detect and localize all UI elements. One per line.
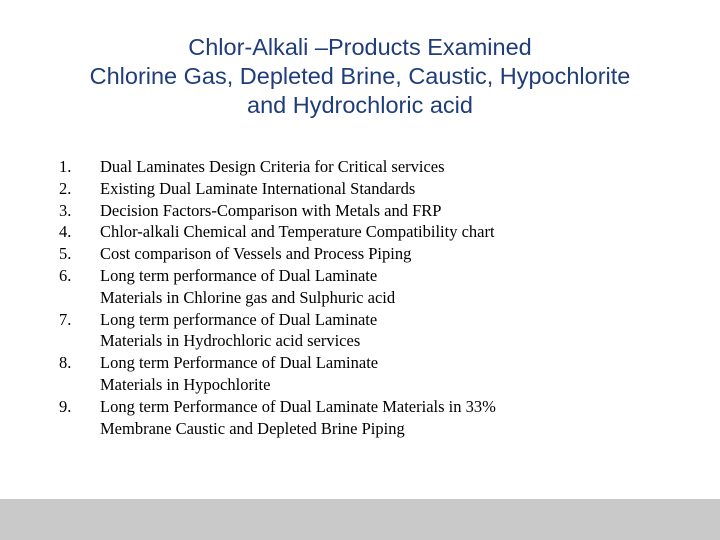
list-item-text: Long term Performance of Dual Laminate Materials in 33% (100, 396, 496, 416)
footer-bar (0, 499, 720, 540)
list-item-text: Long term performance of Dual Laminate (100, 309, 378, 329)
list-item (0, 221, 720, 243)
list-item (0, 178, 720, 200)
list-item (0, 309, 720, 353)
list-item-text: Existing Dual Laminate International Standards (100, 178, 416, 198)
list-item-text-continued: Materials in Chlorine gas and Sulphuric acid (100, 287, 396, 307)
list-item-number: 7. (59, 309, 72, 329)
list-item-number: 8. (59, 353, 72, 373)
list-item (0, 156, 720, 178)
list-item-text: Chlor-alkali Chemical and Temperature Compatibility chart (100, 222, 495, 242)
title-line-1: Chlor-Alkali –Products Examined (188, 34, 532, 60)
list-item-number: 4. (59, 222, 72, 242)
list-item-text-continued: Membrane Caustic and Depleted Brine Piping (100, 418, 405, 438)
topic-list (0, 156, 720, 439)
list-item-number: 9. (59, 396, 72, 416)
list-item (0, 265, 720, 309)
list-item-text-continued: Materials in Hypochlorite (100, 374, 271, 394)
list-item-number: 6. (59, 265, 72, 285)
list-item (0, 243, 720, 265)
list-item (0, 352, 720, 396)
list-item (0, 396, 720, 440)
list-item-text: Decision Factors-Comparison with Metals and FRP (100, 200, 442, 220)
title-line-2: Chlorine Gas, Depleted Brine, Caustic, Hypochlorite (89, 63, 631, 89)
title-line-3: and Hydrochloric acid (247, 92, 473, 118)
list-item-number: 5. (59, 244, 72, 264)
list-item-text-continued: Materials in Hydrochloric acid services (100, 331, 361, 351)
list-item (0, 200, 720, 222)
list-item-text: Dual Laminates Design Criteria for Critical services (100, 157, 445, 176)
list-item-text: Long term Performance of Dual Laminate (100, 353, 379, 373)
list-item-text: Cost comparison of Vessels and Process Piping (100, 244, 412, 264)
slide-title (0, 33, 720, 120)
list-item-number: 1. (59, 157, 72, 176)
list-item-number: 3. (59, 200, 72, 220)
list-item-number: 2. (59, 178, 72, 198)
list-item-text: Long term performance of Dual Laminate (100, 265, 378, 285)
